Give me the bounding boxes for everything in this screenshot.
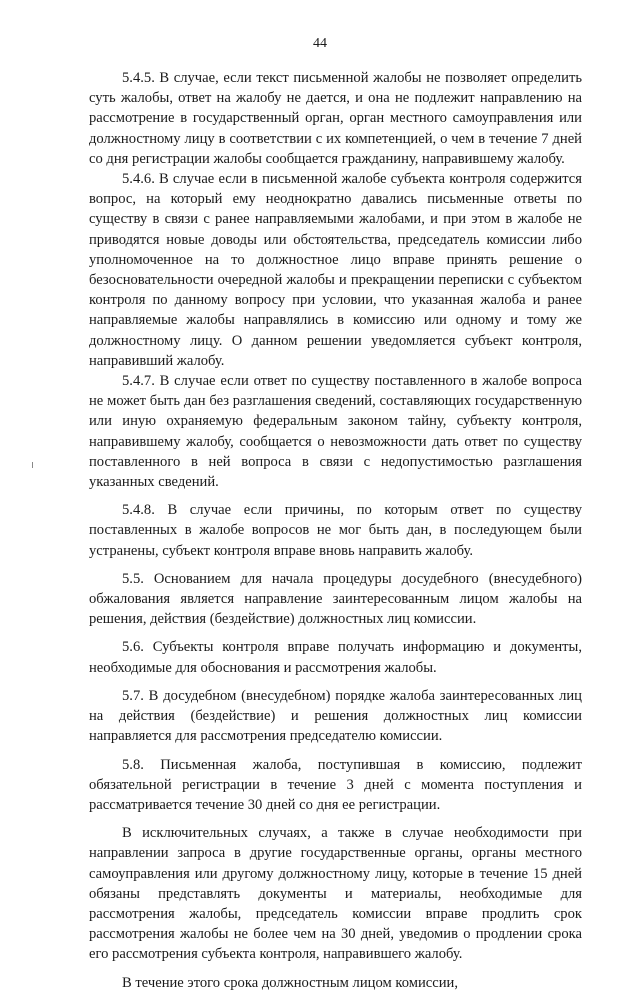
document-body xyxy=(89,68,582,993)
paragraph-5-4-5: 5.4.5. В случае, если текст письменной жалобы не позволяет определить суть жалобы, ответ на жалобу не дается, и она не подлежит направлению на рассмотрение в государственный орган, орган местного самоуправления или должностному лицу в соответствии с их компетенцией, о чем в течение 7 дней со дня регистрации жалобы сообщается гражданину, направившему жалобу. xyxy=(89,70,582,167)
paragraph-5-4-8: 5.4.8. В случае если причины, по которым ответ по существу поставленных в жалобе вопросов не мог быть дан, в последующем были устранены, субъект контроля вправе вновь направить жалобу. xyxy=(89,502,582,559)
paragraph-5-4-6: 5.4.6. В случае если в письменной жалобе субъекта контроля содержится вопрос, на который ему неоднократно давались письменные ответы по существу в связи с ранее направляемыми жалобами, и при этом в жалобе не приводятся новые доводы или обстоятельства, председатель комиссии либо уполномоченное на то должностное лицо вправе принять решение о безосновательности очередной жалобы и прекращении переписки с субъектом контроля по данному вопросу при условии, что указанная жалоба и ранее направляемые жалобы направлялись в комиссию или одному и тому же должностному лицу. О данном решении уведомляется субъект контроля, направивший жалобу. xyxy=(89,171,582,369)
paragraph-5-6: 5.6. Субъекты контроля вправе получать информацию и документы, необходимые для обоснования и рассмотрения жалобы. xyxy=(89,639,582,676)
paragraph-exceptional-cases: В исключительных случаях, а также в случае необходимости при направлении запроса в другие государственные органы, органы местного самоуправления или другому должностному лицу, которые в течение 15 дней обязаны представлять документы и материалы, необходимые для рассмотрения жалобы, председатель комиссии вправе продлить срок рассмотрения жалобы не более чем на 30 дней, уведомив о продлении срока его рассмотрения субъекта контроля, направившего жалобу. xyxy=(89,825,582,963)
paragraph-5-8: 5.8. Письменная жалоба, поступившая в комиссию, подлежит обязательной регистрации в течение 3 дней с момента поступления и рассматривается течение 30 дней со дня ее регистрации. xyxy=(89,756,582,813)
paragraph-5-7: 5.7. В досудебном (внесудебном) порядке жалоба заинтересованных лиц на действия (бездействие) и решения должностных лиц комиссии направляется для рассмотрения председателю комиссии. xyxy=(89,687,582,745)
page-number: 44 xyxy=(313,36,327,51)
paragraph-5-4-7: 5.4.7. В случае если ответ по существу поставленного в жалобе вопроса не может быть дан без разглашения сведений, составляющих государственную или иную охраняемую федеральным законом тайну, субъекту контроля, направившему жалобу, сообщается о невозможности дать ответ по существу поставленного в ней вопроса в связи с недопустимостью разглашения указанных сведений. xyxy=(89,373,582,491)
paragraph-5-5: 5.5. Основанием для начала процедуры досудебного (внесудебного) обжалования является направление заинтересованным лицом жалобы на решения, действия (бездействие) должностных лиц комиссии. xyxy=(89,570,582,628)
paragraph-continuation: В течение этого срока должностным лицом комиссии, xyxy=(122,974,458,991)
margin-mark xyxy=(32,462,33,468)
